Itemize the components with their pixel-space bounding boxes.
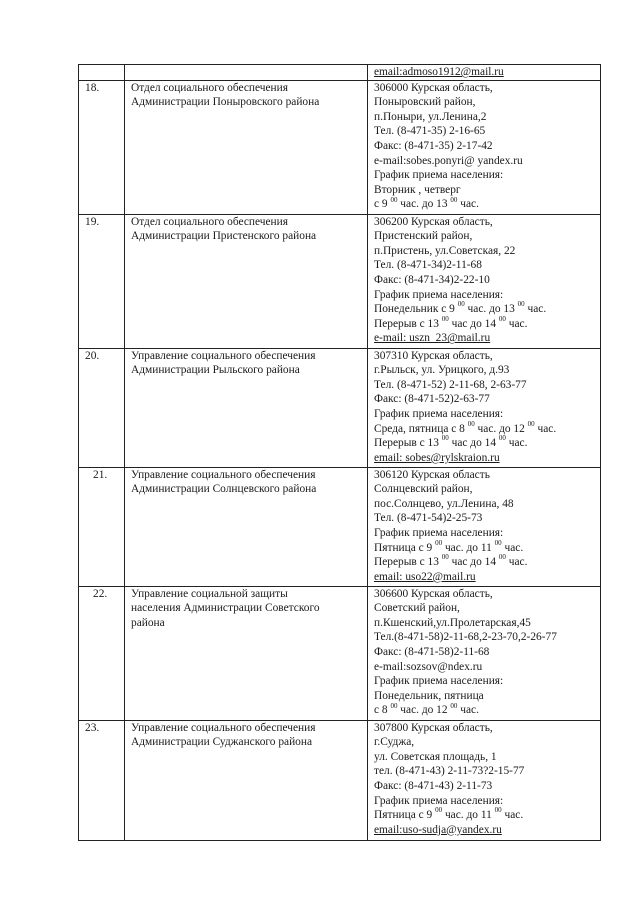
contact-cell bbox=[368, 65, 601, 81]
fax: Факс: (8-471-35) 2-17-42 bbox=[374, 139, 493, 152]
phone: Тел. (8-471-34)2-11-68 bbox=[374, 259, 482, 272]
email-link[interactable]: email: uso22@mail.ru bbox=[374, 570, 476, 583]
row-number: 18. bbox=[79, 80, 125, 214]
row-number: 20. bbox=[79, 348, 125, 467]
street-address: п.Пристень, ул.Советская, 22 bbox=[374, 244, 516, 257]
table-row bbox=[79, 214, 601, 348]
district: Поныровский район, bbox=[374, 96, 476, 109]
district: Советский район, bbox=[374, 602, 460, 615]
postal-address: 307310 Курская область, bbox=[374, 349, 493, 362]
table-row-continuation bbox=[79, 65, 601, 81]
contact-info bbox=[368, 720, 601, 840]
row-number: 19. bbox=[79, 214, 125, 348]
postal-address: 306120 Курская область bbox=[374, 468, 490, 481]
organization-name: Управление социального обеспечения Администрации Рыльского района bbox=[125, 348, 368, 467]
contact-info bbox=[368, 80, 601, 214]
postal-address: 307800 Курская область, bbox=[374, 721, 493, 734]
organization-name: Отдел социального обеспечения Администрации Поныровского района bbox=[125, 80, 368, 214]
schedule-heading: График приема населения: bbox=[374, 526, 504, 539]
organization-name: Отдел социального обеспечения Администрации Пристенского района bbox=[125, 214, 368, 348]
phone: Тел. (8-471-52) 2-11-68, 2-63-77 bbox=[374, 378, 527, 391]
contact-info bbox=[368, 586, 601, 720]
organization-name: Управление социального обеспечения Администрации Суджанского района bbox=[125, 720, 368, 840]
postal-address: 306200 Курская область, bbox=[374, 215, 493, 228]
organization-name: Управление социальной защиты населения Администрации Советского района bbox=[125, 586, 368, 720]
contact-info bbox=[368, 214, 601, 348]
district: Пристенский район, bbox=[374, 230, 473, 243]
fax: Факс: (8-471-52)2-63-77 bbox=[374, 393, 490, 406]
street-address: п.Кшенский,ул.Пролетарская,45 bbox=[374, 616, 531, 629]
email-link[interactable]: email:admoso1912@mail.ru bbox=[374, 66, 504, 78]
phone: Тел. (8-471-54)2-25-73 bbox=[374, 512, 483, 525]
phone: тел. (8-471-43) 2-11-73?2-15-77 bbox=[374, 765, 525, 778]
fax: Факс: (8-471-58)2-11-68 bbox=[374, 645, 490, 658]
row-number: 22. bbox=[79, 586, 125, 720]
email-link[interactable]: e-mail:sozsov@ndex.ru bbox=[374, 660, 483, 673]
table-row bbox=[79, 720, 601, 840]
street-address: ул. Советская площадь, 1 bbox=[374, 750, 497, 763]
schedule-days: Вторник , четверг bbox=[374, 183, 461, 196]
postal-address: 306600 Курская область, bbox=[374, 587, 493, 600]
table-row bbox=[79, 80, 601, 214]
schedule-hours: Среда, пятница с 8 $^{00}$ час. до 12 $^{00}$ час. bbox=[374, 419, 557, 435]
phone: Тел. (8-471-35) 2-16-65 bbox=[374, 125, 486, 138]
schedule-hours: Понедельник с 9 $^{00}$ час. до 13 $^{00}$ час. bbox=[374, 300, 547, 316]
number-cell bbox=[79, 65, 125, 81]
name-cell bbox=[125, 65, 368, 81]
postal-address: 306000 Курская область, bbox=[374, 81, 493, 94]
schedule-heading: График приема населения: bbox=[374, 288, 504, 301]
schedule-heading: График приема населения: bbox=[374, 407, 504, 420]
schedule-days: Понедельник, пятница bbox=[374, 689, 484, 702]
street-address: г.Рыльск, ул. Урицкого, д.93 bbox=[374, 364, 510, 377]
break-hours: Перерыв с 13 $^{00}$ час до 14 $^{00}$ час. bbox=[374, 434, 528, 450]
contact-info bbox=[368, 348, 601, 467]
email-link[interactable]: email:uso-sudja@yandex.ru bbox=[374, 823, 502, 836]
row-number: 21. bbox=[79, 467, 125, 586]
fax: Факс: (8-471-43) 2-11-73 bbox=[374, 779, 493, 792]
email-link[interactable]: e-mail: uszn_23@mail.ru bbox=[374, 332, 491, 345]
schedule-heading: График приема населения: bbox=[374, 675, 504, 688]
schedule-heading: График приема населения: bbox=[374, 169, 504, 182]
city: г.Суджа, bbox=[374, 736, 415, 749]
contact-info bbox=[368, 467, 601, 586]
fax: Факс: (8-471-34)2-22-10 bbox=[374, 273, 490, 286]
schedule-heading: График приема населения: bbox=[374, 794, 504, 807]
table-row bbox=[79, 586, 601, 720]
street-address: п.Поныри, ул.Ленина,2 bbox=[374, 110, 487, 123]
phone: Тел.(8-471-58)2-11-68,2-23-70,2-26-77 bbox=[374, 631, 557, 644]
break-hours: Перерыв с 13 $^{00}$ час до 14 $^{00}$ час. bbox=[374, 553, 528, 569]
district: Солнцевский район, bbox=[374, 483, 473, 496]
table-row bbox=[79, 348, 601, 467]
break-hours: Перерыв с 13 $^{00}$ час до 14 $^{00}$ час. bbox=[374, 314, 528, 330]
schedule-hours: Пятница с 9 $^{00}$ час. до 11 $^{00}$ час. bbox=[374, 538, 524, 554]
schedule-hours: с 8 $^{00}$ час. до 12 $^{00}$ час. bbox=[374, 701, 479, 717]
street-address: пос.Солнцево, ул.Ленина, 48 bbox=[374, 497, 514, 510]
schedule-hours: Пятница с 9 $^{00}$ час. до 11 $^{00}$ час. bbox=[374, 806, 524, 822]
email-link[interactable]: email: sobes@rylskraion.ru bbox=[374, 451, 500, 464]
row-number: 23. bbox=[79, 720, 125, 840]
schedule-hours: с 9 $^{00}$ час. до 13 $^{00}$ час. bbox=[374, 195, 479, 211]
table-row bbox=[79, 467, 601, 586]
social-services-table bbox=[78, 64, 601, 841]
organization-name: Управление социального обеспечения Администрации Солнцевского района bbox=[125, 467, 368, 586]
email-link[interactable]: e-mail:sobes.ponyri@ yandex.ru bbox=[374, 154, 523, 167]
